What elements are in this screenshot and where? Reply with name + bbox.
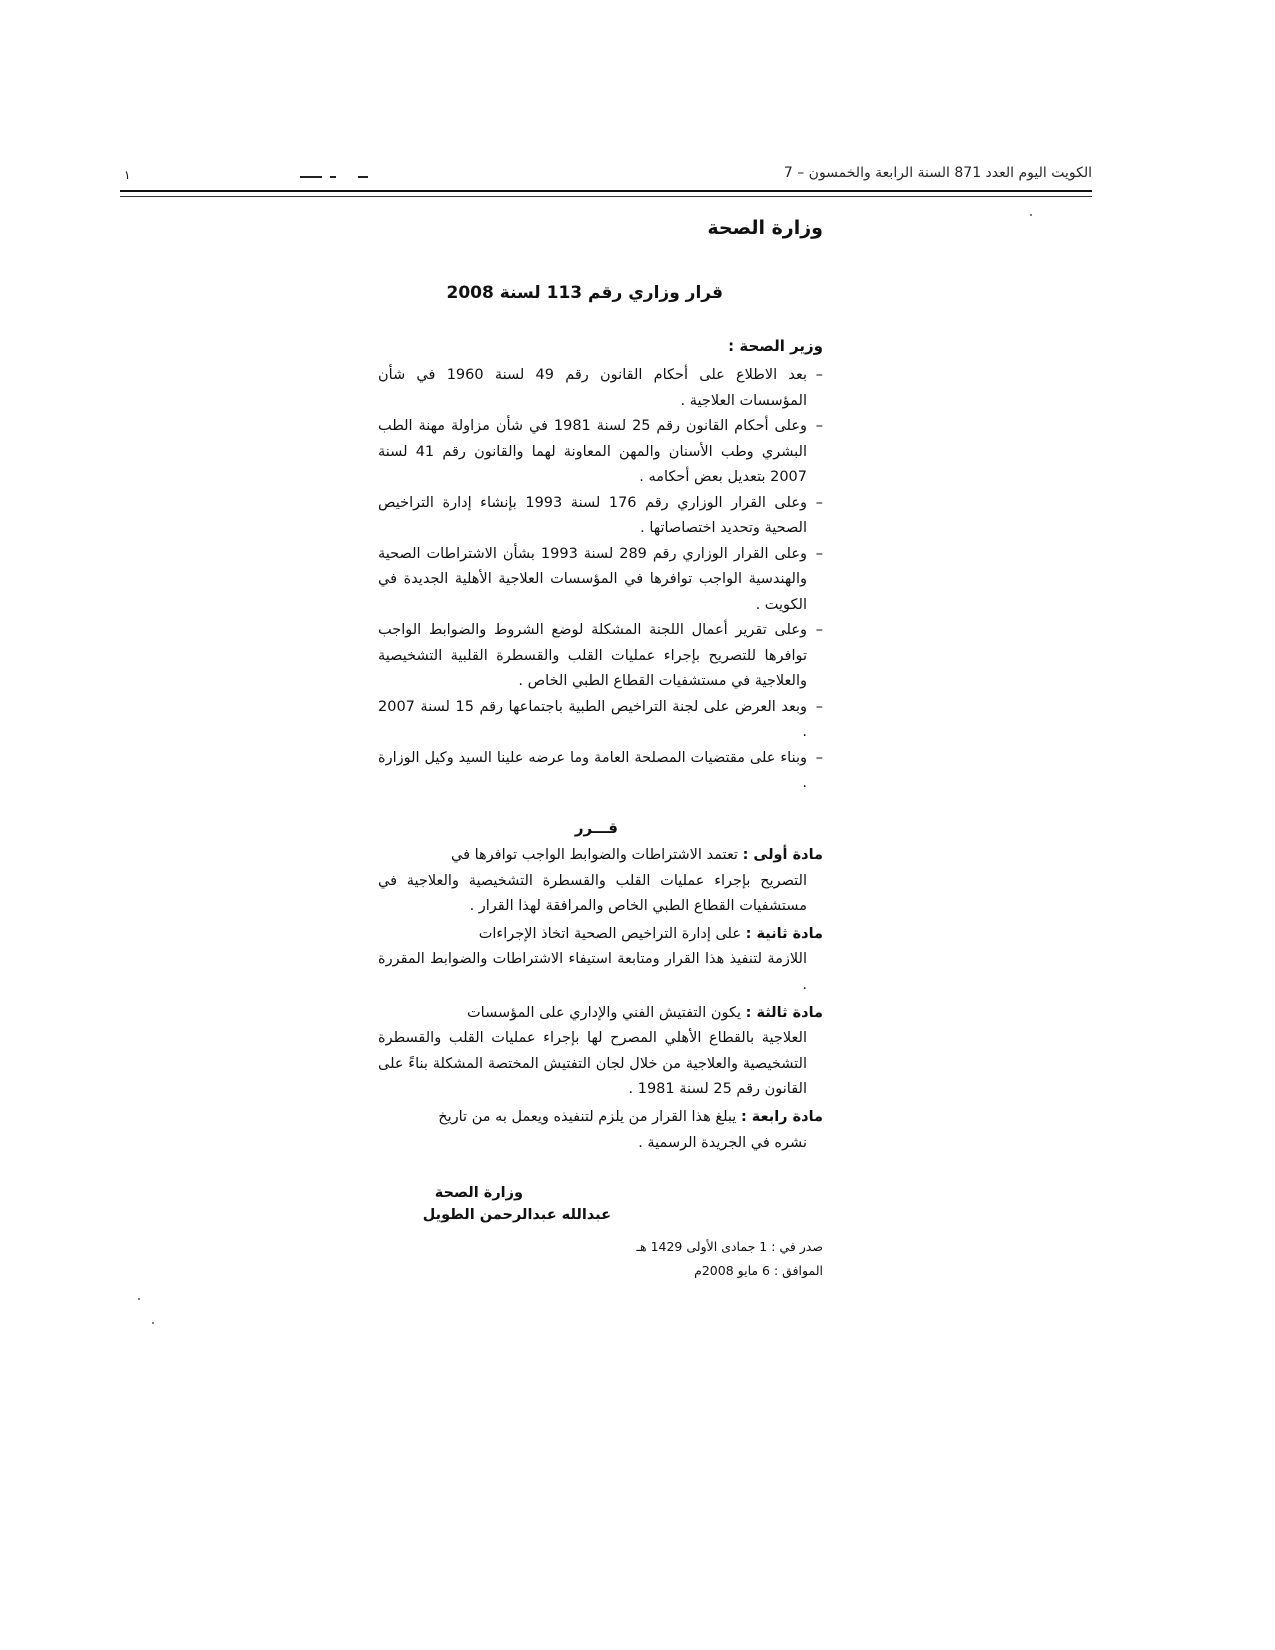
preamble-list [378,363,823,797]
decision-title: قرار وزاري رقم 113 لسنة 2008 [446,283,723,303]
articles-list [378,843,823,1158]
scan-speck [138,1298,140,1300]
ministry-heading: وزارة الصحة [707,217,823,239]
article-item [378,843,823,920]
article-item [378,1001,823,1103]
preamble-item: – بعد الاطلاع على أحكام القانون رقم 49 لسنة 1960 في شأن المؤسسات العلاجية . [378,367,823,409]
decides-heading: قـــرر [574,819,618,837]
header-rule [120,190,1092,192]
article-text-continued: نشره في الجريدة الرسمية . [638,1134,807,1151]
running-head-text: الكويت اليوم العدد 871 السنة الرابعة والخمسون – 7 [783,165,1092,181]
issue-date-hijri: صدر في : 1 جمادى الأولى 1429 هـ [636,1239,823,1254]
article-text: يكون التفتيش الفني والإداري على المؤسسات [467,1004,742,1021]
scan-speck [1030,214,1032,216]
article-text: على إدارة التراخيص الصحية اتخاذ الإجراءات [478,925,742,942]
minister-line: وزير الصحة : [728,337,823,355]
page-mark: ١ [124,168,131,182]
article-item [378,1105,823,1156]
article-text: تعتمد الاشتراطات والضوابط الواجب توافرها في [450,847,738,863]
article-text-continued: اللازمة لتنفيذ هذا القرار ومتابعة استيفاء الاشتراطات والضوابط المقررة . [378,951,807,993]
article-label: مادة رابعة : [740,1108,823,1125]
article-text-continued: التصريح بإجراء عمليات القلب والقسطرة التشخيصية والعلاجية في مستشفيات القطاع الطبي الخاص والمرافقة لهذا القرار . [378,872,807,915]
preamble-item: – وعلى تقرير أعمال اللجنة المشكلة لوضع الشروط والضوابط الواجب توافرها للتصريح بإجراء عمليات القلب والقسطرة القلبية التشخيصية والعلاجية في مستشفيات القطاع الطبي الخاص . [378,622,823,689]
article-text: يبلغ هذا القرار من يلزم لتنفيذه ويعمل به من تاريخ [438,1108,737,1125]
preamble-item: – وعلى القرار الوزاري رقم 176 لسنة 1993 بإنشاء إدارة التراخيص الصحية وتحديد اختصاصاتها . [378,494,823,536]
article-label: مادة ثانية : [745,925,823,942]
article-item [378,922,823,999]
signature-name: عبدالله عبدالرحمن الطويل [422,1207,611,1223]
issue-date [636,1235,823,1283]
scan-speck [152,1322,154,1324]
preamble-item: – وعلى القرار الوزاري رقم 289 لسنة 1993 بشأن الاشتراطات الصحية والهندسية الواجب توافرها في المؤسسات العلاجية الأهلية الجديدة في الكويت . [378,545,823,613]
header-rule-thin [120,196,1092,197]
header-dash [330,176,336,178]
preamble-item: – وعلى أحكام القانون رقم 25 لسنة 1981 في شأن مزاولة مهنة الطب البشري وطب الأسنان والمهن المعاونة لهما والقانون رقم 41 لسنة 2007 بتعديل بعض أحكامه . [378,418,823,485]
article-text-continued: العلاجية بالقطاع الأهلي المصرح لها بإجراء عمليات القلب والقسطرة التشخيصية والعلاجية من خلال لجان التفتيش المختصة المشكلة بناءً على القانون رقم 25 لسنة 1981 . [378,1030,807,1098]
header-dash [358,176,368,178]
article-label: مادة ثالثة : [745,1004,823,1021]
issue-date-gregorian: الموافق : 6 مايو 2008م [694,1263,823,1278]
article-label: مادة أولى : [742,847,823,863]
preamble-item: – وبعد العرض على لجنة التراخيص الطبية باجتماعها رقم 15 لسنة 2007 . [378,698,823,740]
signature-title: وزارة الصحة [434,1185,523,1201]
preamble-item: – وبناء على مقتضيات المصلحة العامة وما عرضه علينا السيد وكيل الوزارة . [378,749,823,791]
header-dash [300,176,322,178]
